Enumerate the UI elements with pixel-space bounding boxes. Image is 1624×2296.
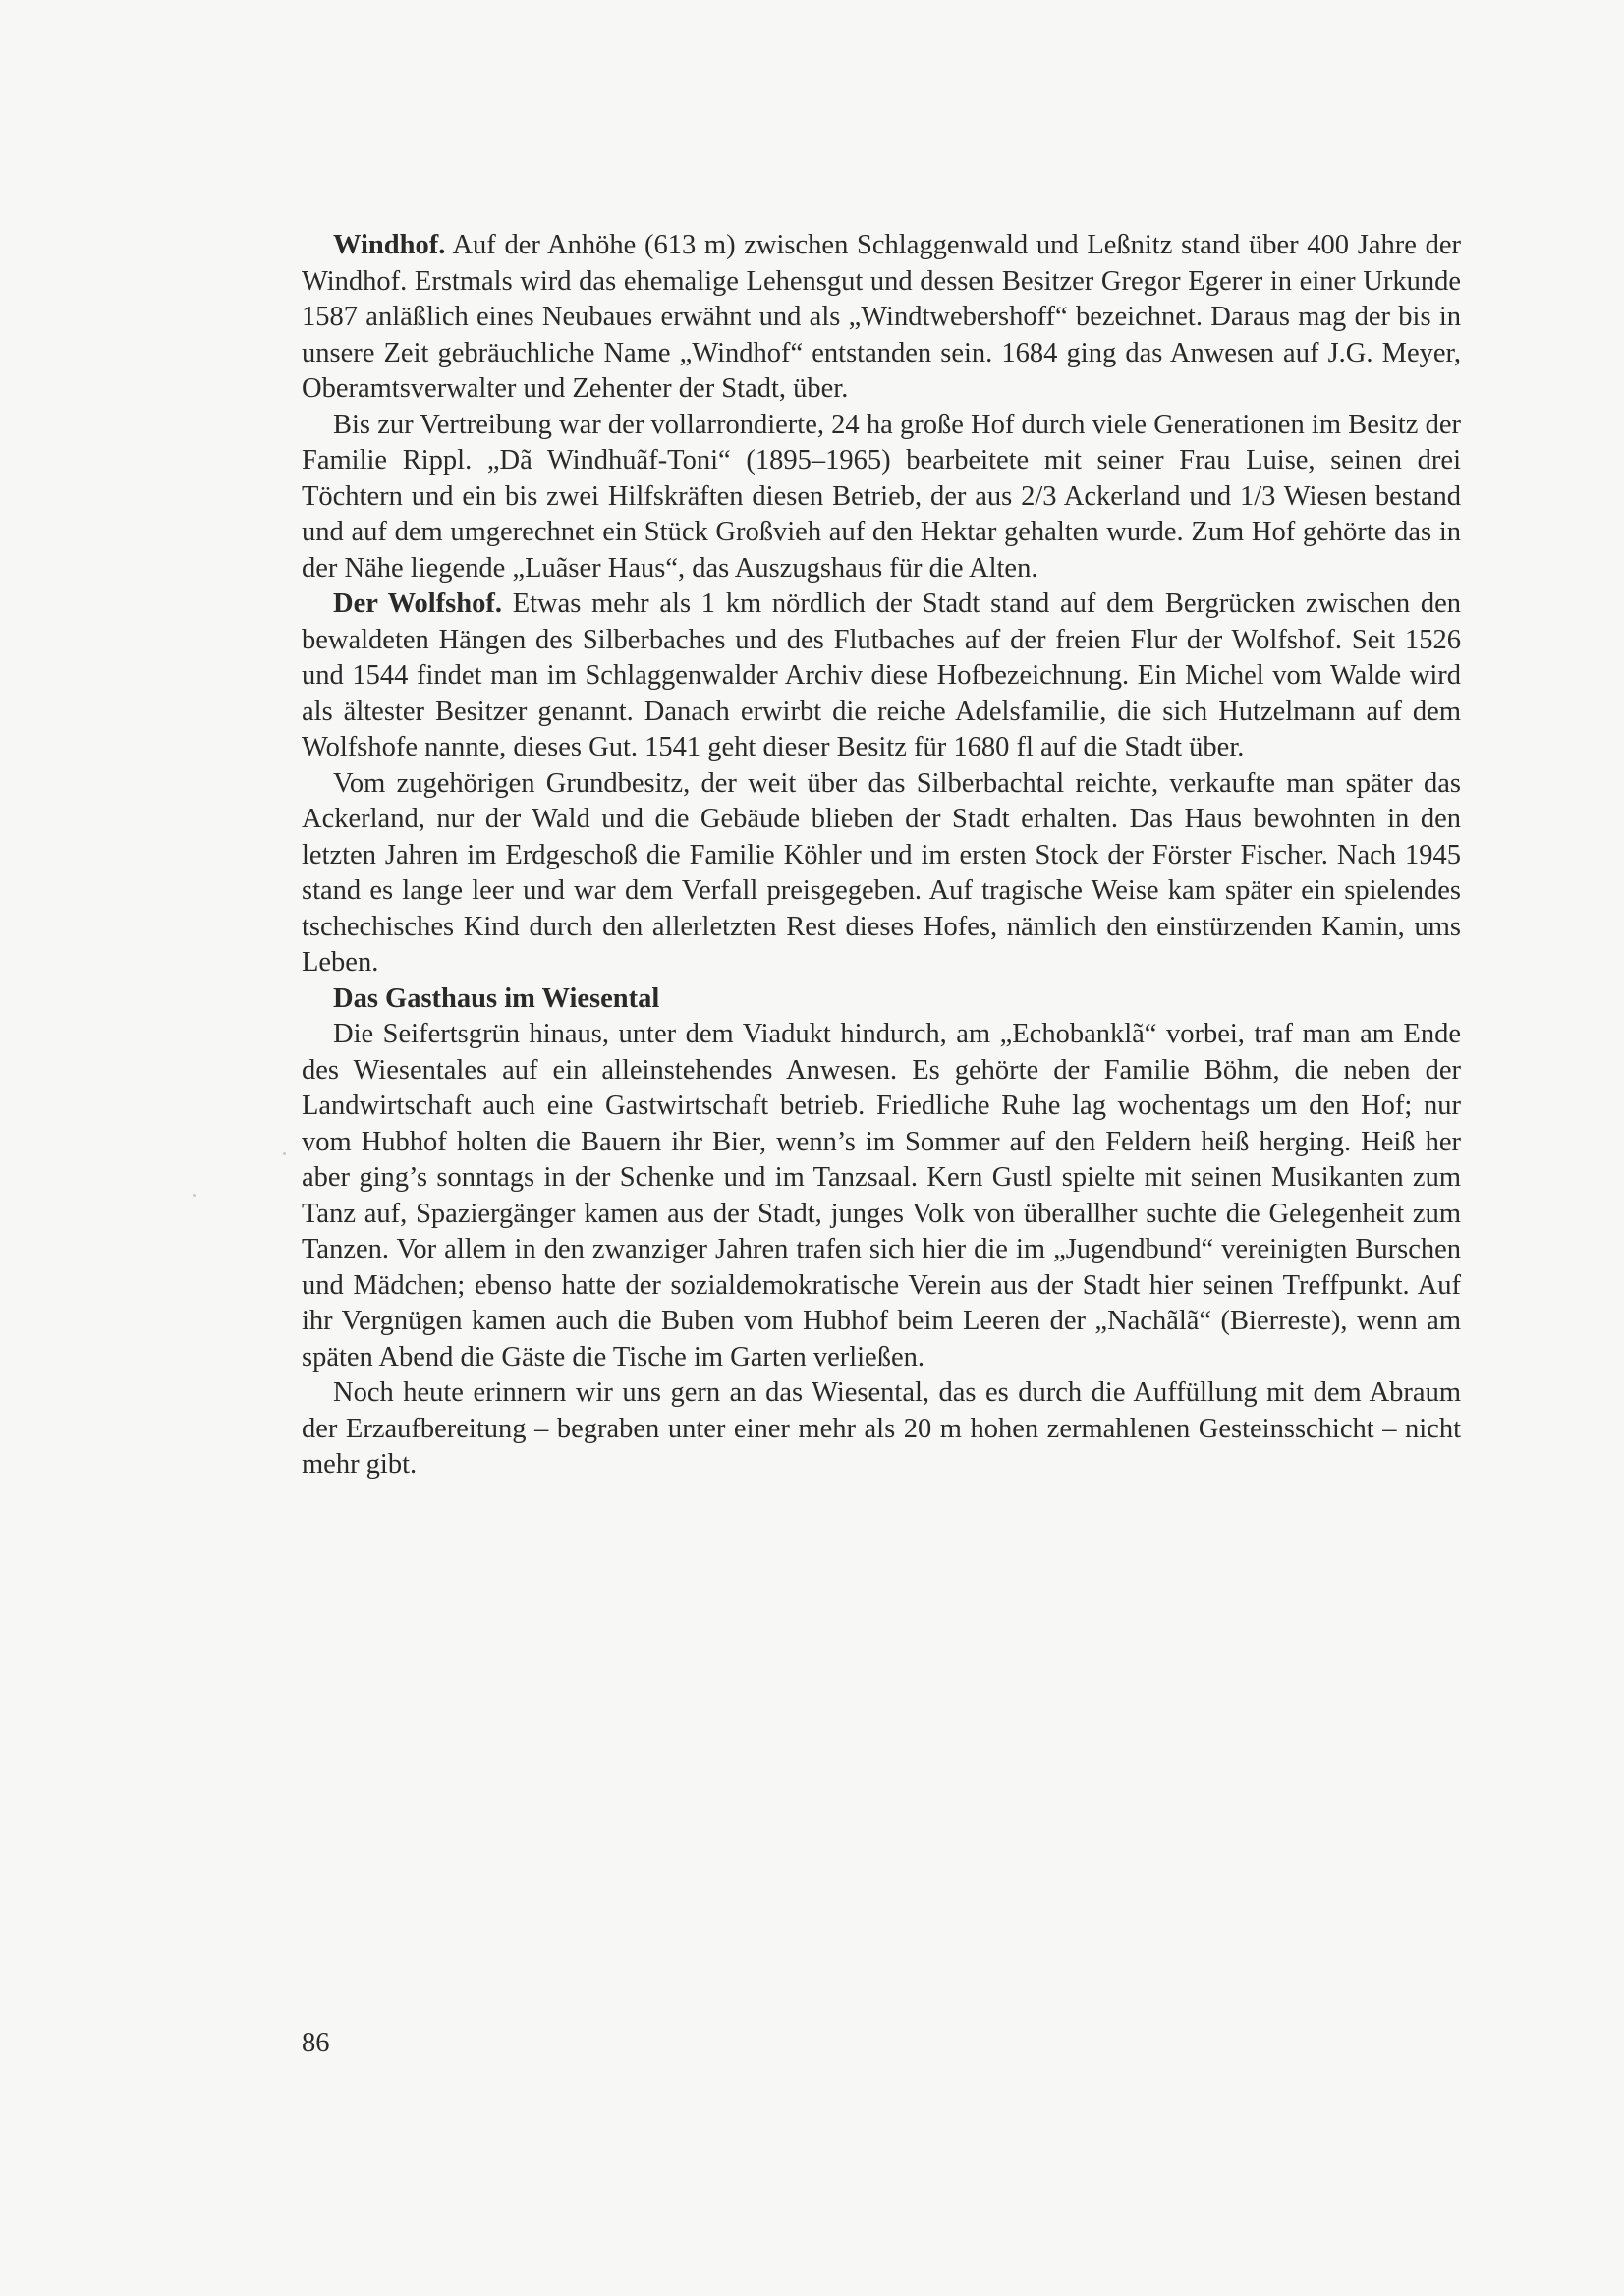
body-text — [302, 228, 1461, 1484]
lead-wolfshof: Der Wolfshof. — [333, 588, 502, 619]
scan-speck — [193, 1194, 196, 1197]
paragraph-wolfshof-grundbesitz: Vom zugehörigen Grundbesitz, der weit über das Silberbachtal reichte, verkaufte man später das Ackerland, nur der Wald und die Gebäude blieben der Stadt erhalten. Das Haus bewohnten in den letzten Jahren im Erdgeschoß die Familie Köhler und im ersten Stock der Förster Fischer. Nach 1945 stand es lange leer und war dem Verfall preisgegeben. Auf tragische Weise kam später ein spielendes tschechisches Kind durch den allerletzten Rest dieses Hofes, nämlich den einstürzenden Kamin, ums Leben. — [302, 767, 1461, 978]
paragraph-gasthaus-main: Die Seifertsgrün hinaus, unter dem Viadukt hindurch, am „Echobanklã“ vorbei, traf man am Ende des Wiesentales auf ein alleinstehendes Anwesen. Es gehörte der Familie Böhm, die neben der Landwirtschaft auch eine Gastwirtschaft betrieb. Friedliche Ruhe lag wochentags um den Hof; nur vom Hubhof holten die Bauern ihr Bier, wenn’s im Sommer auf den Feldern heiß herging. Heiß her aber ging’s sonntags in der Schenke und im Tanzsaal. Kern Gustl spielte mit seinen Musikanten zum Tanz auf, Spaziergänger kamen aus der Stadt, junges Volk von überallher suchte die Gelegenheit zum Tanzen. Vor allem in den zwanziger Jahren trafen sich hier die im „Jugendbund“ vereinigten Burschen und Mädchen; ebenso hatte der sozialdemokratische Verein aus der Stadt hier seinen Treffpunkt. Auf ihr Vergnügen kamen auch die Buben vom Hubhof beim Leeren der „Nachãlã“ (Bierreste), wenn am späten Abend die Gäste die Tische im Garten verließen. — [302, 1019, 1461, 1372]
paragraph-text: Etwas mehr als 1 km nördlich der Stadt stand auf dem Bergrücken zwischen den bewaldeten Hängen des Silberbaches und des Flutbaches auf der freien Flur der Wolfshof. Seit 1526 und 1544 findet man im Schlaggenwalder Archiv diese Hofbezeichnung. Ein Michel vom Walde wird als ältester Besitzer genannt. Danach erwirbt die reiche Adelsfamilie, die sich Hutzelmann auf dem Wolfshofe nannte, dieses Gut. 1541 geht dieser Besitz für 1680 fl auf die Stadt über. — [302, 588, 1461, 762]
paragraph-wolfshof-intro — [302, 587, 1461, 766]
section-heading-gasthaus: Das Gasthaus im Wiesental — [333, 982, 660, 1014]
paragraph-text: Auf der Anhöhe (613 m) zwischen Schlaggenwald und Leßnitz stand über 400 Jahre der Windhof. Erstmals wird das ehemalige Lehensgut und dessen Besitzer Gregor Egerer in einer Urkunde 1587 anläßlich eines Neubaues erwähnt und als „Windtwebershoff“ bezeichnet. Daraus mag der bis in unsere Zeit gebräuchliche Name „Windhof“ entstanden sein. 1684 ging das Anwesen auf J.G. Meyer, Oberamtsverwalter und Zehenter der Stadt, über. — [302, 230, 1461, 404]
scan-speck — [283, 1152, 286, 1155]
paragraph-windhof-rippl: Bis zur Vertreibung war der vollarrondierte, 24 ha große Hof durch viele Generationen im Besitz der Familie Rippl. „Dã Windhuãf-Toni“ (1895–1965) bearbeitete mit seiner Frau Luise, seinen drei Töchtern und ein bis zwei Hilfskräften diesen Betrieb, der aus 2/3 Ackerland und 1/3 Wiesen bestand und auf dem umgerechnet ein Stück Großvieh auf den Hektar gehalten wurde. Zum Hof gehörte das in der Nähe liegende „Luãser Haus“, das Auszugshaus für die Alten. — [302, 409, 1461, 584]
lead-windhof: Windhof. — [333, 230, 446, 260]
page-number: 86 — [302, 2028, 330, 2058]
paragraph-gasthaus-closing: Noch heute erinnern wir uns gern an das Wiesental, das es durch die Auffüllung mit dem Abraum der Erzaufbereitung – begraben unter einer mehr als 20 m hohen zermahlenen Gesteinsschicht – nicht mehr gibt. — [302, 1377, 1461, 1480]
paragraph-windhof-intro — [302, 228, 1461, 408]
